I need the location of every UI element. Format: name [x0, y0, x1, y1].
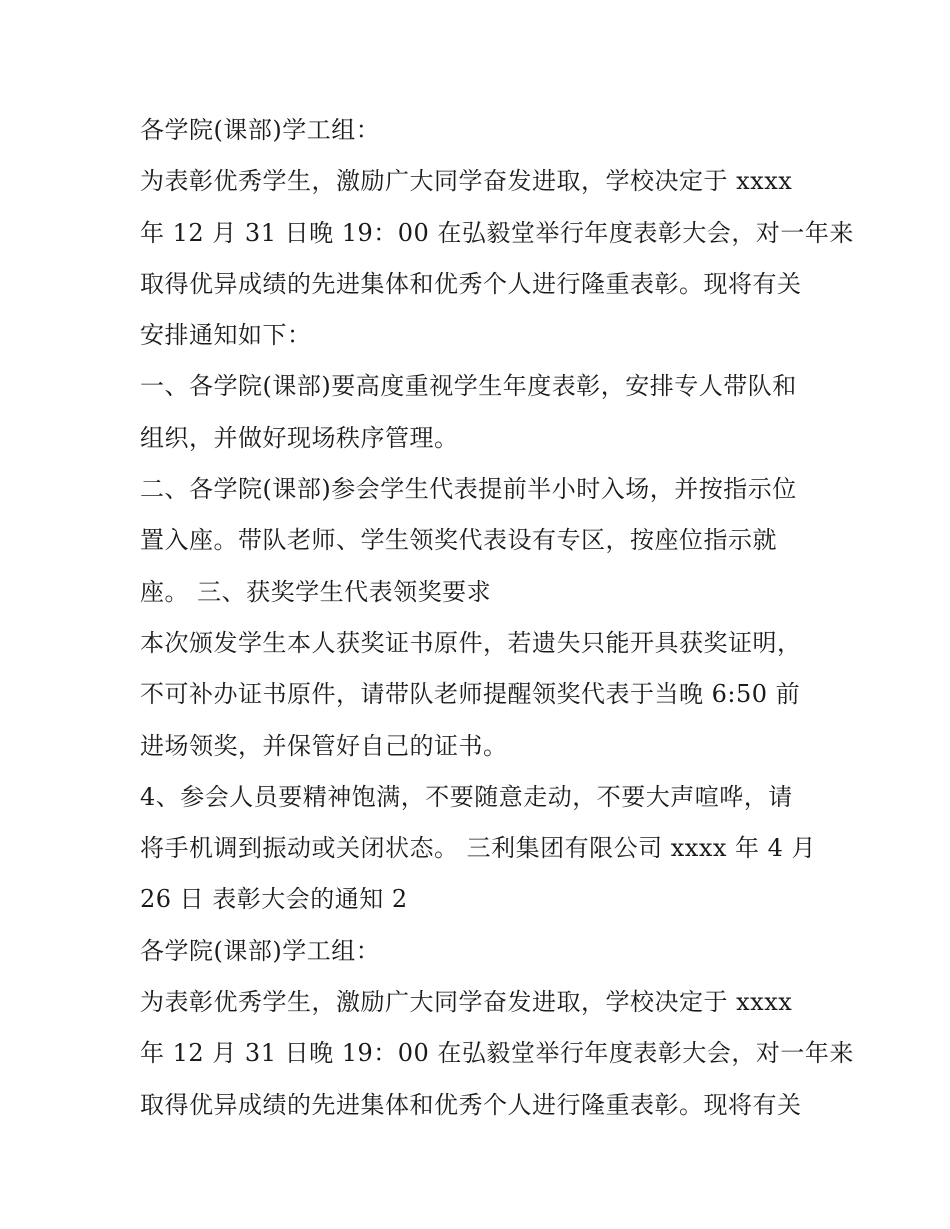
- item-one-line: 组织，并做好现场秩序管理。: [140, 423, 459, 452]
- item-three-line: 本次颁发学生本人获奖证书原件，若遗失只能开具获奖证明，: [140, 628, 802, 657]
- item-four-line: 4、参会人员要精神饱满，不要随意走动，不要大声喧哗，请: [140, 782, 793, 811]
- document-body: [140, 105, 854, 1131]
- section-title-line: 26 日 表彰大会的通知 2: [140, 885, 408, 914]
- item-three-line: 不可补办证书原件，请带队老师提醒领奖代表于当晚 6:50 前: [140, 680, 801, 709]
- item-two-line: 二、各学院(课部)参会学生代表提前半小时入场，并按指示位: [140, 475, 797, 504]
- paragraph-line: 为表彰优秀学生，激励广大同学奋发进取，学校决定于 xxxx: [140, 167, 793, 196]
- salutation-line: 各学院(课部)学工组：: [140, 936, 381, 965]
- paragraph-line: 年 12 月 31 日晚 19：00 在弘毅堂举行年度表彰大会，对一年来: [140, 1039, 854, 1068]
- paragraph-line: 取得优异成绩的先进集体和优秀个人进行隆重表彰。现将有关: [140, 269, 802, 298]
- salutation-line: 各学院(课部)学工组：: [140, 116, 381, 144]
- paragraph-line: 取得优异成绩的先进集体和优秀个人进行隆重表彰。现将有关: [140, 1090, 802, 1119]
- paragraph-line: 安排通知如下：: [140, 321, 312, 350]
- item-three-line: 进场领奖，并保管好自己的证书。: [140, 731, 508, 760]
- item-one-line: 一、各学院(课部)要高度重视学生年度表彰，安排专人带队和: [140, 372, 797, 401]
- item-three-line: 座。 三、获奖学生代表领奖要求: [140, 577, 492, 606]
- paragraph-line: 为表彰优秀学生，激励广大同学奋发进取，学校决定于 xxxx: [140, 988, 793, 1017]
- signature-line: 将手机调到振动或关闭状态。 三利集团有限公司 xxxx 年 4 月: [140, 834, 817, 863]
- paragraph-line: 年 12 月 31 日晚 19：00 在弘毅堂举行年度表彰大会，对一年来: [140, 218, 854, 247]
- item-two-line: 置入座。带队老师、学生领奖代表设有专区，按座位指示就: [140, 526, 777, 555]
